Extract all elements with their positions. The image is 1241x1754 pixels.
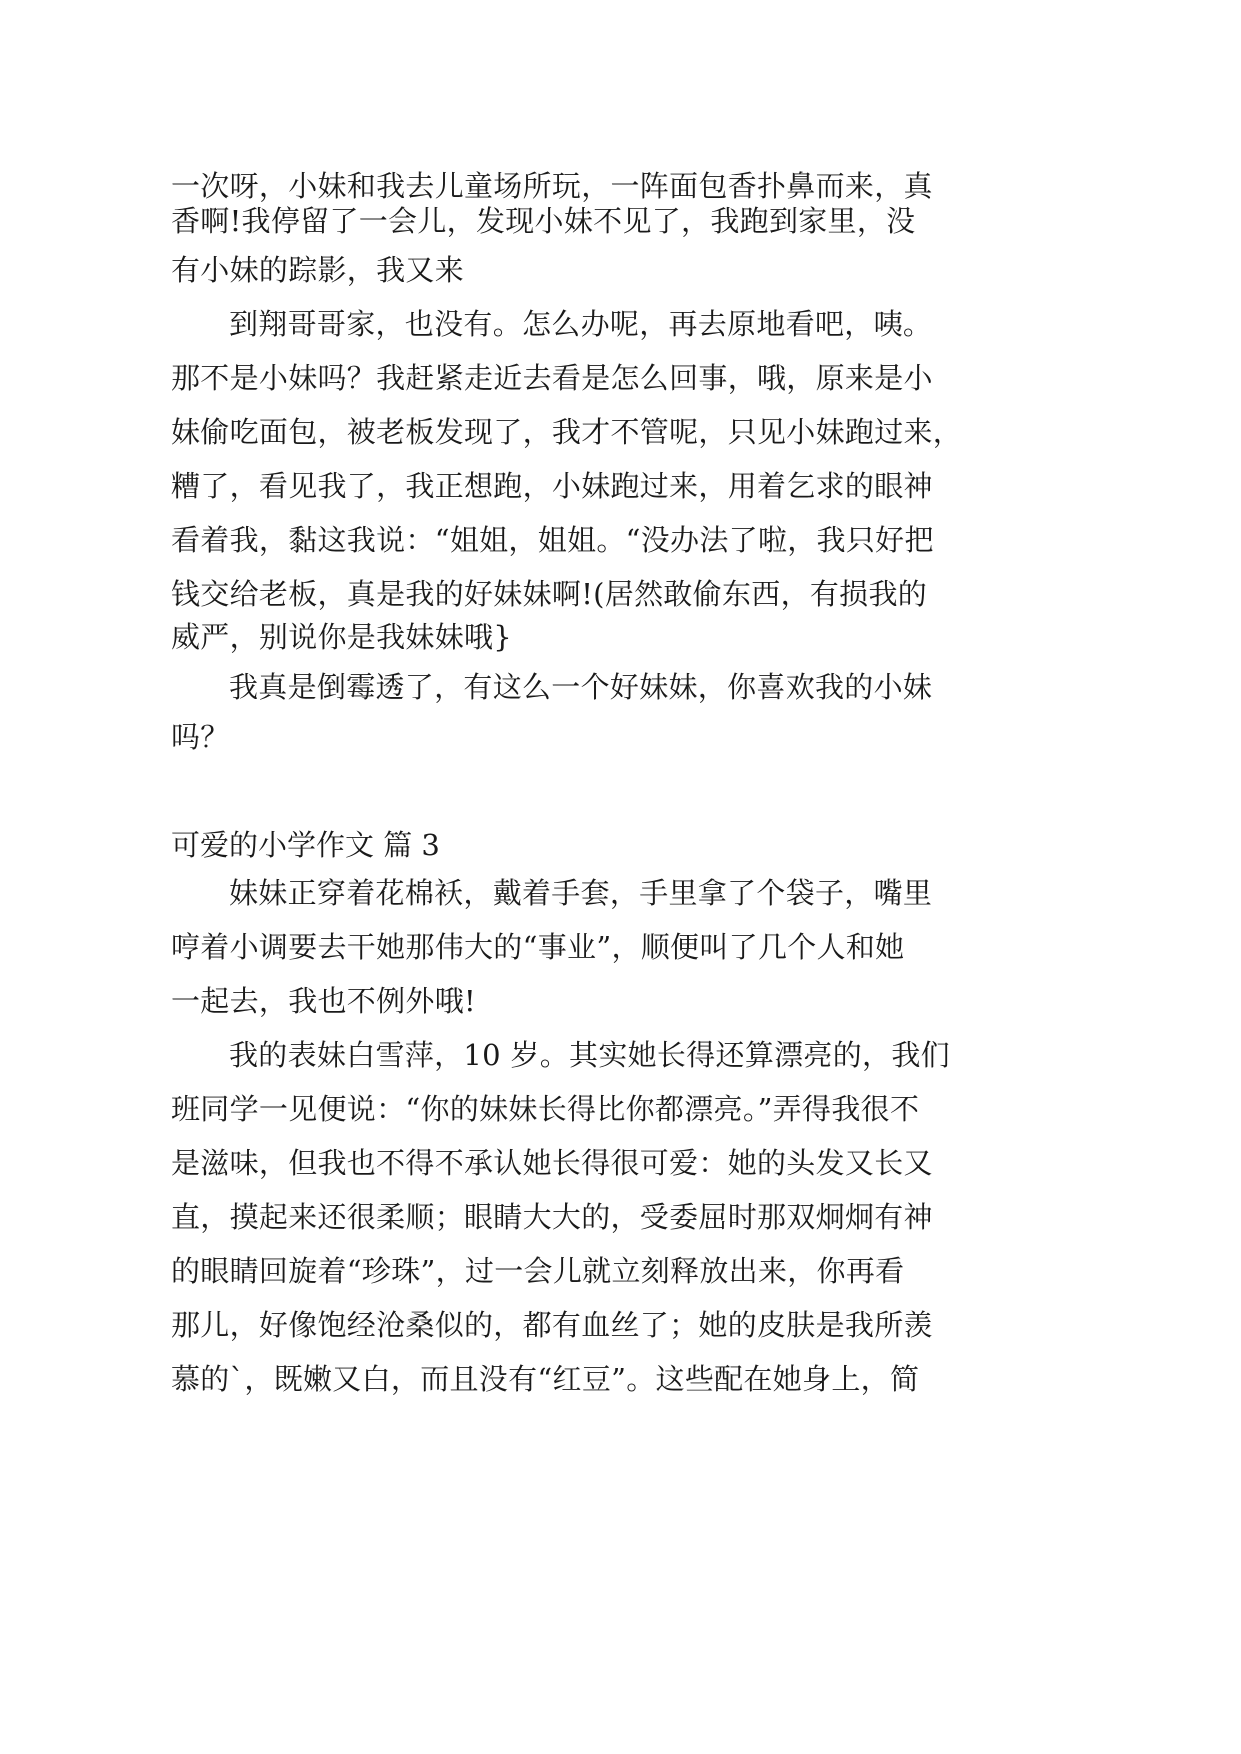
text-line: 威严，别说你是我妹妹哦} [171, 620, 513, 654]
text-line: 有小妹的踪影，我又来 [171, 253, 465, 287]
text-line: 班同学一见便说：“你的妹妹长得比你都漂亮。”弄得我很不 [171, 1092, 920, 1126]
text-line: 一起去，我也不例外哦! [171, 984, 476, 1018]
text-line: 看着我，黏这我说：“姐姐，姐姐。“没办法了啦，我只好把 [171, 523, 934, 557]
text-line: 一次呀，小妹和我去儿童场所玩，一阵面包香扑鼻而来，真 [171, 169, 933, 203]
text-line: 直，摸起来还很柔顺；眼睛大大的，受委屈时那双炯炯有神 [171, 1200, 933, 1234]
text-line: 是滋味，但我也不得不承认她长得很可爱：她的头发又长又 [171, 1146, 933, 1180]
paragraph-first-line: 我真是倒霉透了，有这么一个好妹妹，你喜欢我的小妹 [229, 670, 933, 704]
text-line: 糟了，看见我了，我正想跑，小妹跑过来，用着乞求的眼神 [171, 469, 933, 503]
text-line: 哼着小调要去干她那伟大的“事业”，顺便叫了几个人和她 [171, 930, 905, 964]
text-line: 那不是小妹吗？我赶紧走近去看是怎么回事，哦，原来是小 [171, 361, 933, 395]
paragraph-first-line: 到翔哥哥家，也没有。怎么办呢，再去原地看吧，咦。 [229, 307, 933, 341]
text-line: 妹偷吃面包，被老板发现了，我才不管呢，只见小妹跑过来， [171, 415, 963, 449]
text-line: 吗？ [171, 720, 230, 754]
text-line: 那儿，好像饱经沧桑似的，都有血丝了；她的皮肤是我所羡 [171, 1308, 933, 1342]
text-line: 的眼睛回旋着“珍珠”，过一会儿就立刻释放出来，你再看 [171, 1254, 905, 1288]
paragraph-first-line: 我的表妹白雪萍，10 岁。其实她长得还算漂亮的，我们 [229, 1038, 950, 1072]
text-line: 慕的`，既嫩又白，而且没有“红豆”。这些配在她身上，简 [171, 1362, 920, 1396]
section-heading: 可爱的小学作文 篇 3 [171, 828, 440, 862]
text-line: 钱交给老板，真是我的好妹妹啊!(居然敢偷东西，有损我的 [171, 577, 928, 611]
text-line: 香啊!我停留了一会儿，发现小妹不见了，我跑到家里，没 [171, 204, 916, 238]
paragraph-first-line: 妹妹正穿着花棉袄，戴着手套，手里拿了个袋子，嘴里 [229, 876, 933, 910]
